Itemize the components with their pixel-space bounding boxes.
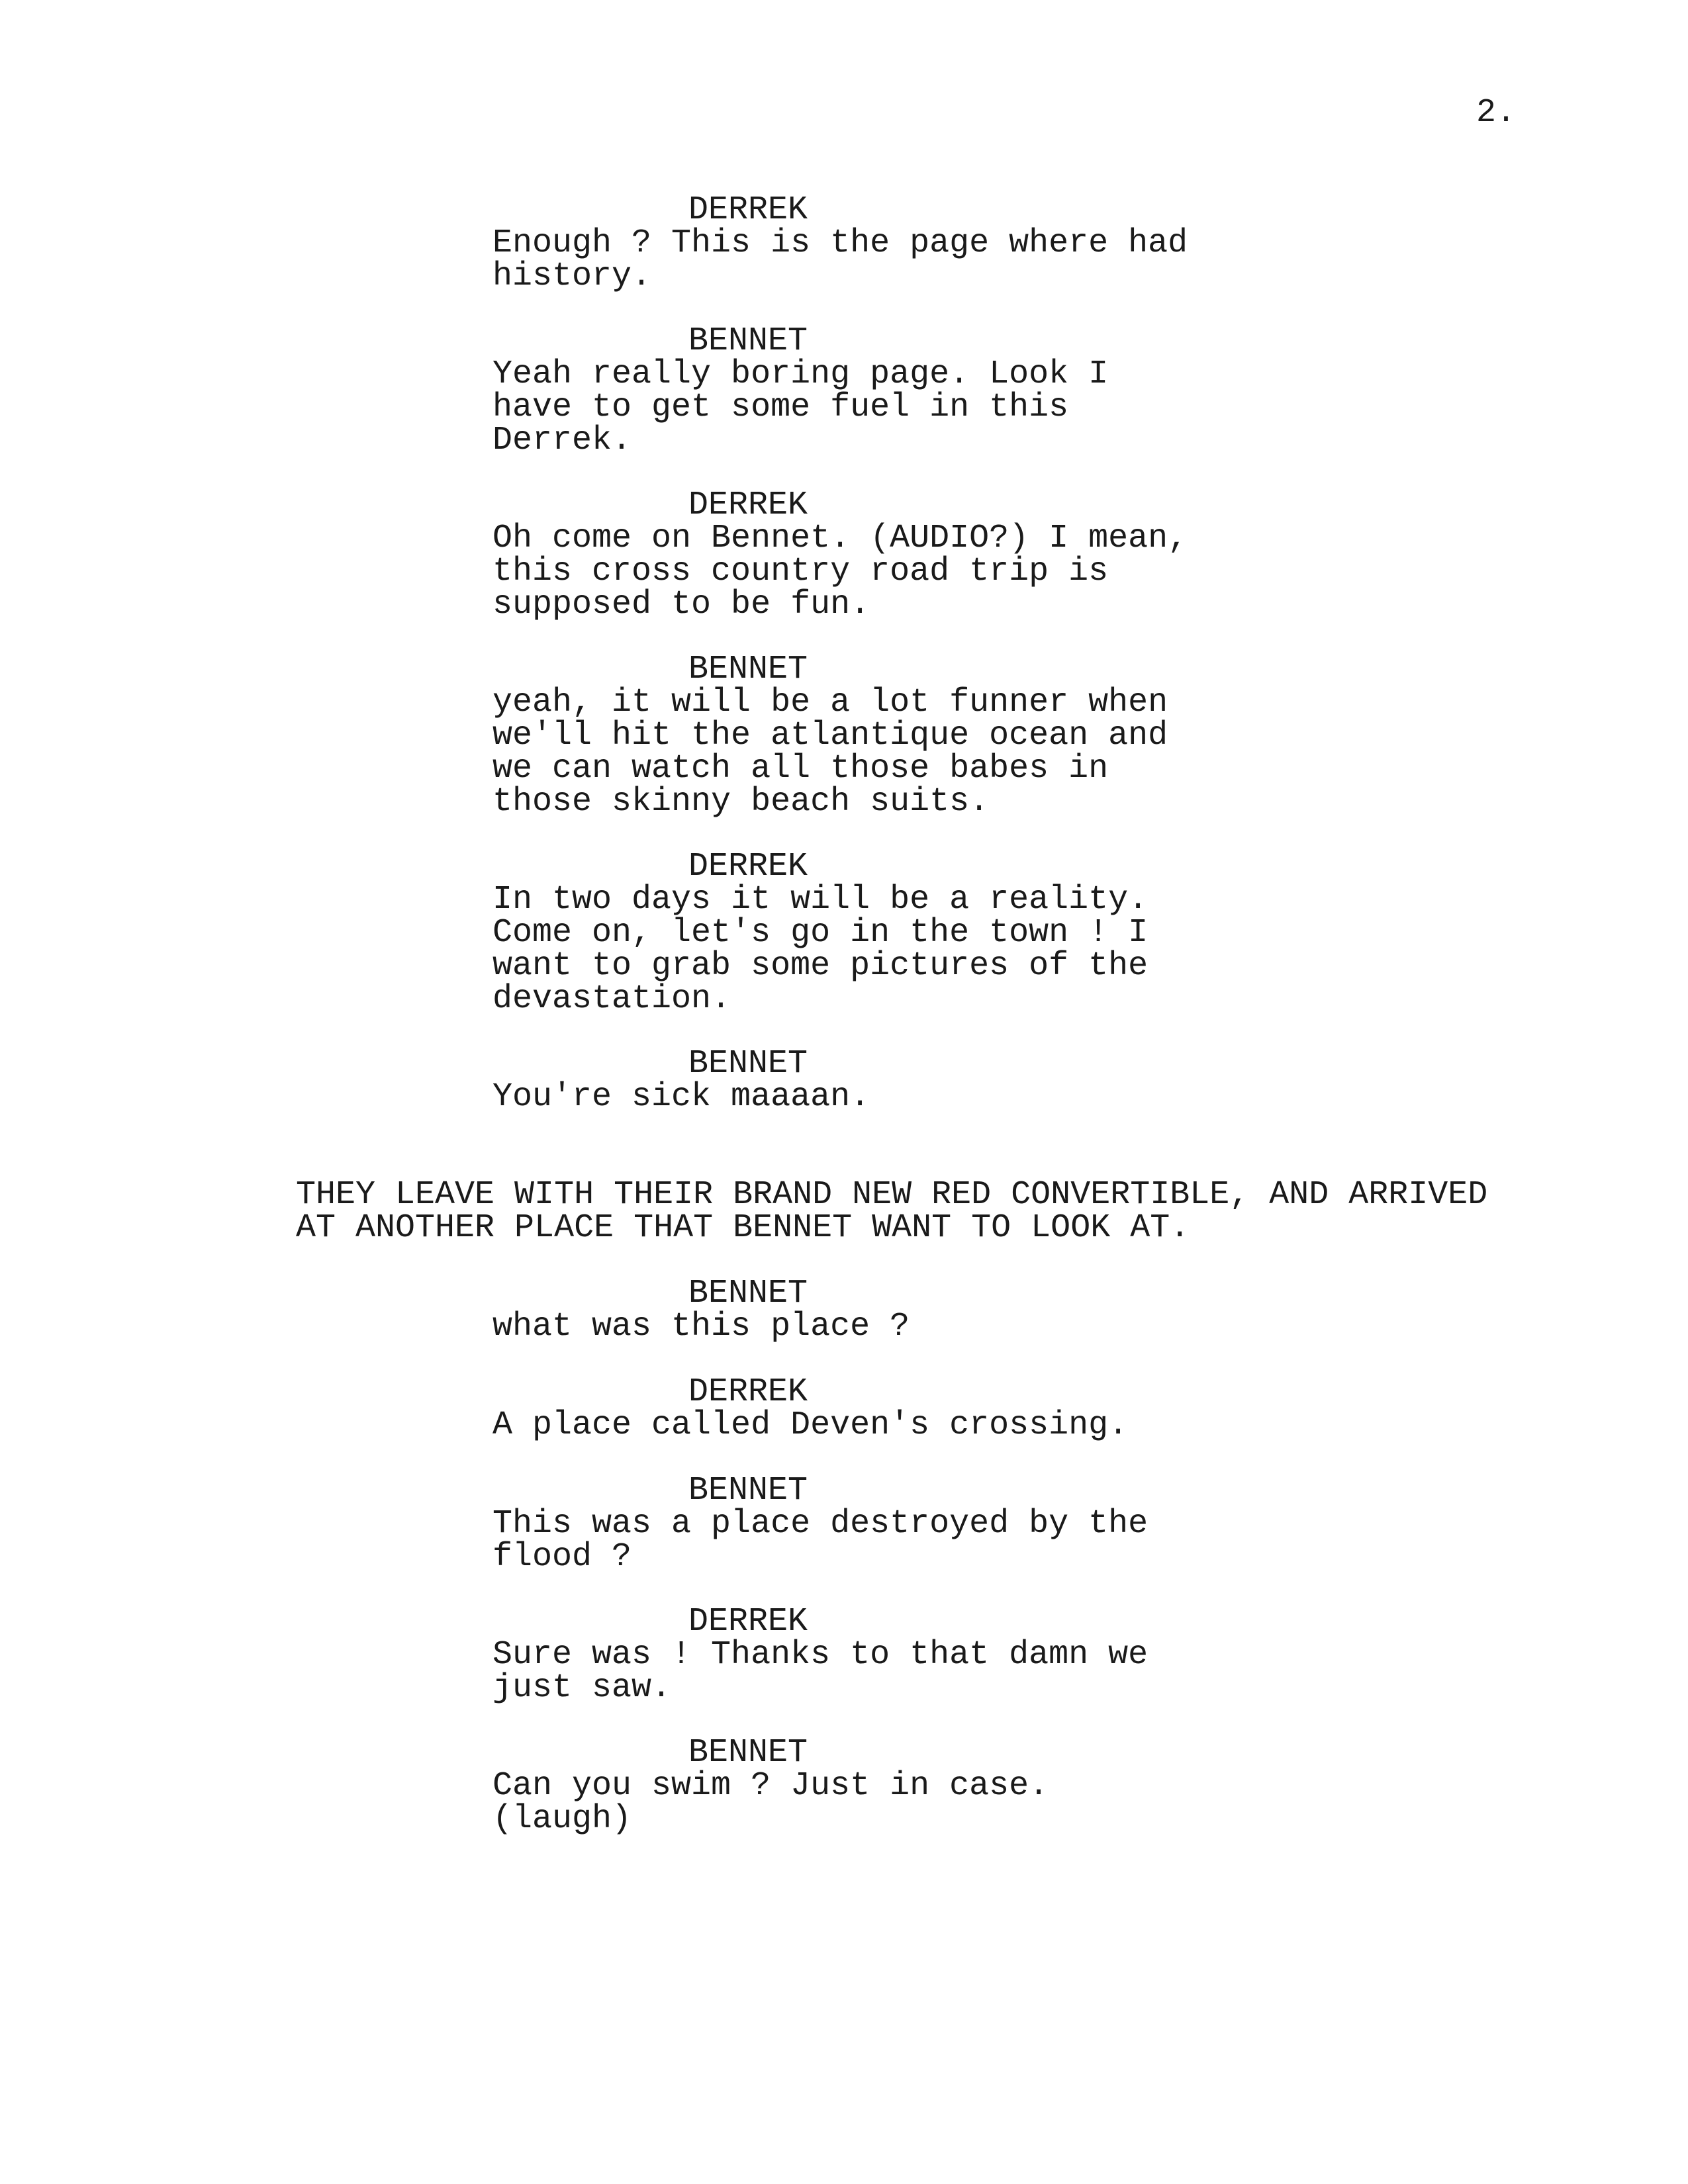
character-name: BENNET [688, 322, 808, 360]
dialogue: Can you swim ? Just in case. (laugh) [492, 1767, 1049, 1838]
character-name: DERREK [688, 1603, 808, 1641]
page-number: 2. [1476, 94, 1517, 132]
character-name: BENNET [688, 1734, 808, 1772]
dialogue: Sure was ! Thanks to that damn we just saw. [492, 1636, 1149, 1707]
character-name: BENNET [688, 1472, 808, 1510]
action-line: THEY LEAVE WITH THEIR BRAND NEW RED CONVERTIBLE, AND ARRIVED AT ANOTHER PLACE THAT BENNET WANT TO LOOK AT. [296, 1176, 1488, 1247]
dialogue: You're sick maaaan. [492, 1078, 870, 1116]
dialogue: In two days it will be a reality. Come on, let's go in the town ! I want to grab some pictures of the devastation. [492, 881, 1149, 1018]
dialogue: A place called Deven's crossing. [492, 1406, 1129, 1444]
character-name: DERREK [688, 191, 808, 229]
dialogue: yeah, it will be a lot funner when we'll hit the atlantique ocean and we can watch all those babes in those skinny beach suits. [492, 684, 1168, 821]
dialogue: what was this place ? [492, 1308, 910, 1345]
dialogue: Enough ? This is the page where had history. [492, 224, 1188, 295]
character-name: DERREK [688, 848, 808, 886]
dialogue: Oh come on Bennet. (AUDIO?) I mean, this cross country road trip is supposed to be fun. [492, 520, 1188, 623]
character-name: DERREK [688, 486, 808, 524]
character-name: BENNET [688, 1275, 808, 1312]
dialogue: This was a place destroyed by the flood ? [492, 1505, 1149, 1576]
character-name: BENNET [688, 1045, 808, 1083]
character-name: BENNET [688, 651, 808, 688]
dialogue: Yeah really boring page. Look I have to get some fuel in this Derrek. [492, 355, 1109, 459]
character-name: DERREK [688, 1373, 808, 1411]
